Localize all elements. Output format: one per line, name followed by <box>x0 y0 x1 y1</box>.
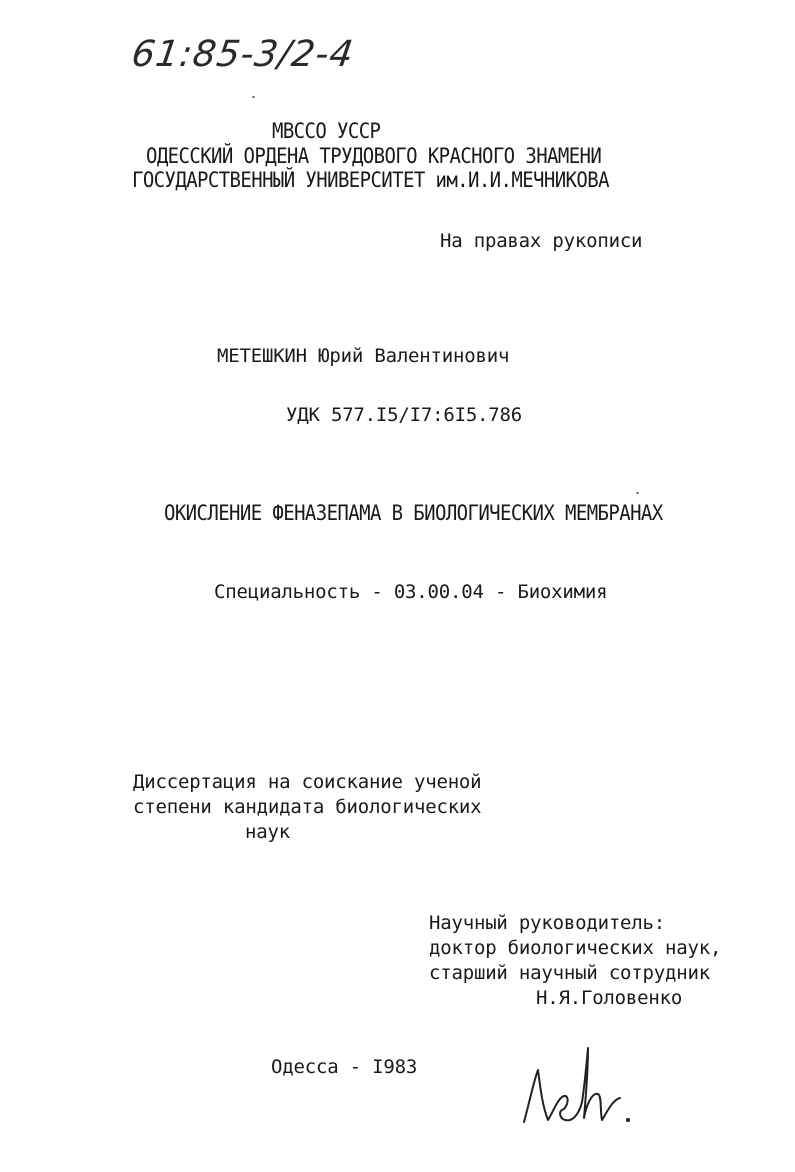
university-line-1: ОДЕССКИЙ ОРДЕНА ТРУДОВОГО КРАСНОГО ЗНАМЕНИ <box>146 144 602 169</box>
specialty-line: Специальность - 03.00.04 - Биохимия <box>214 581 608 603</box>
manuscript-note: На правах рукописи <box>440 230 643 252</box>
dissertation-line-1: Диссертация на соискание ученой <box>133 771 482 793</box>
author-name: МЕТЕШКИН Юрий Валентинович <box>217 345 510 367</box>
supervisor-name: Н.Я.Головенко <box>536 987 683 1009</box>
ministry-line: МВССО УССР <box>272 119 381 144</box>
handwritten-signature-icon <box>520 1040 650 1135</box>
udc-code: УДК 577.I5/I7:6I5.786 <box>286 404 523 426</box>
supervisor-line-1: Научный руководитель: <box>429 912 666 934</box>
dissertation-line-3: наук <box>245 821 290 843</box>
university-line-2: ГОСУДАРСТВЕННЫЙ УНИВЕРСИТЕТ им.И.И.МЕЧНИКОВА <box>132 168 609 193</box>
dissertation-line-2: степени кандидата биологических <box>133 796 482 818</box>
supervisor-line-2: доктор биологических наук, <box>429 937 722 959</box>
paper-speck <box>252 96 255 98</box>
paper-speck <box>636 492 639 494</box>
archive-code-handwritten: 61:85-3/2-4 <box>129 34 357 75</box>
supervisor-line-3: старший научный сотрудник <box>429 962 710 984</box>
city-year: Одесса - I983 <box>271 1056 418 1078</box>
dissertation-title: ОКИСЛЕНИЕ ФЕНАЗЕПАМА В БИОЛОГИЧЕСКИХ МЕМБРАНАХ <box>164 501 663 526</box>
